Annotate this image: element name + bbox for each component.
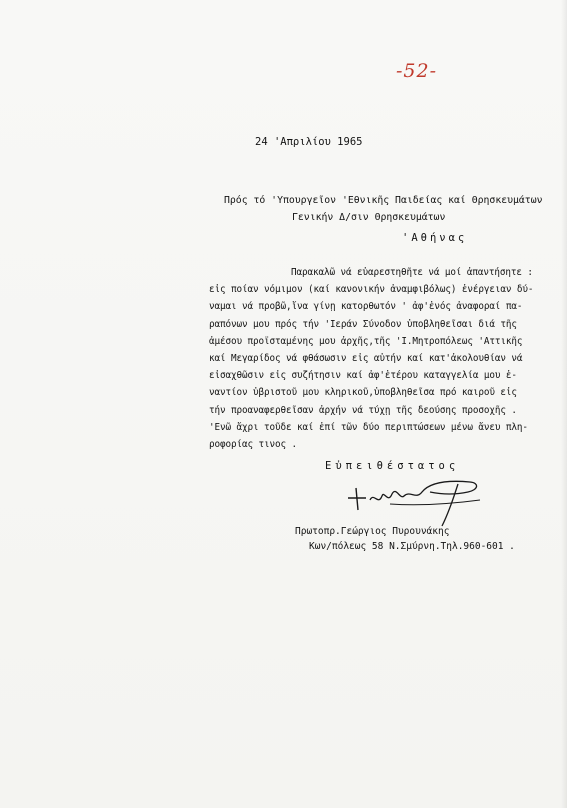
body-line: ἀμέσου προϊσταμένης μου ἀρχῆς,τῆς 'Ι.Μητροπόλεως 'Αττικῆς [209, 335, 523, 347]
body-line: καί Μεγαρίδος νά φθάσωσιν εἰς αὐτήν καί κατ'ἀκολουθίαν νά [209, 353, 523, 365]
body-line: Παρακαλῶ νά εὐαρεστηθῆτε νά μοί ἀπαντήσητε : [291, 267, 533, 278]
recipient-block [224, 192, 554, 226]
body-line: 'Ενῶ ἄχρι τοῦδε καί ἐπί τῶν δύο περιπτώσεων μένω ἄνευ πλη- [209, 421, 528, 433]
body-line: εἰσαχθῶσιν εἰς συζήτησιν καί ἀφ'ἑτέρου καταγγελία μου ἐ- [209, 370, 517, 382]
body-line: εἰς ποίαν νόμιμον (καί κανονικήν ἀναμφιβόλως) ἐνέργειαν δύ- [209, 284, 534, 296]
handwritten-signature [330, 470, 510, 530]
page-edge-shadow [561, 0, 567, 808]
signer-name: Πρωτοπρ.Γεώργιος Πυρουνάκης [295, 526, 450, 537]
body-line: ραπόνων μου πρός τήν 'Ιεράν Σύνοδον ὑποβληθεῖσαι διά τῆς [209, 318, 517, 330]
letter-body [209, 264, 549, 453]
body-line: τήν προαναφερθεῖσαν ἀρχήν νά τύχῃ τῆς δεούσης προσοχῆς . [209, 404, 517, 416]
recipient-line-2: Γενικήν Δ/σιν Θρησκευμάτων [292, 212, 446, 223]
recipient-city: 'Αθήνας [402, 232, 468, 244]
recipient-line-1: Πρός τό 'Υπουργεῖον 'Εθνικῆς Παιδείας καί Θρησκευμάτων [224, 195, 543, 206]
signer-address: Κων/πόλεως 58 Ν.Σμύρνη.Τηλ.960-601 . [309, 541, 515, 552]
signature-block [295, 524, 515, 554]
body-line: ροφορίας τινος . [209, 439, 297, 451]
body-line: ναμαι νά προβῶ,ἵνα γίνῃ κατορθωτόν ' ἀφ'ἑνός ἀναφοραί πα- [209, 301, 523, 313]
page-number: -52- [396, 60, 438, 82]
closing-salutation: Εὐπειθέστατος [325, 460, 460, 472]
body-line: ναντίον ὑβριστοῦ μου κληρικοῦ,ὑποβληθεῖσα πρό καιροῦ εἰς [209, 387, 517, 399]
letter-date: 24 'Απριλίου 1965 [255, 136, 363, 148]
